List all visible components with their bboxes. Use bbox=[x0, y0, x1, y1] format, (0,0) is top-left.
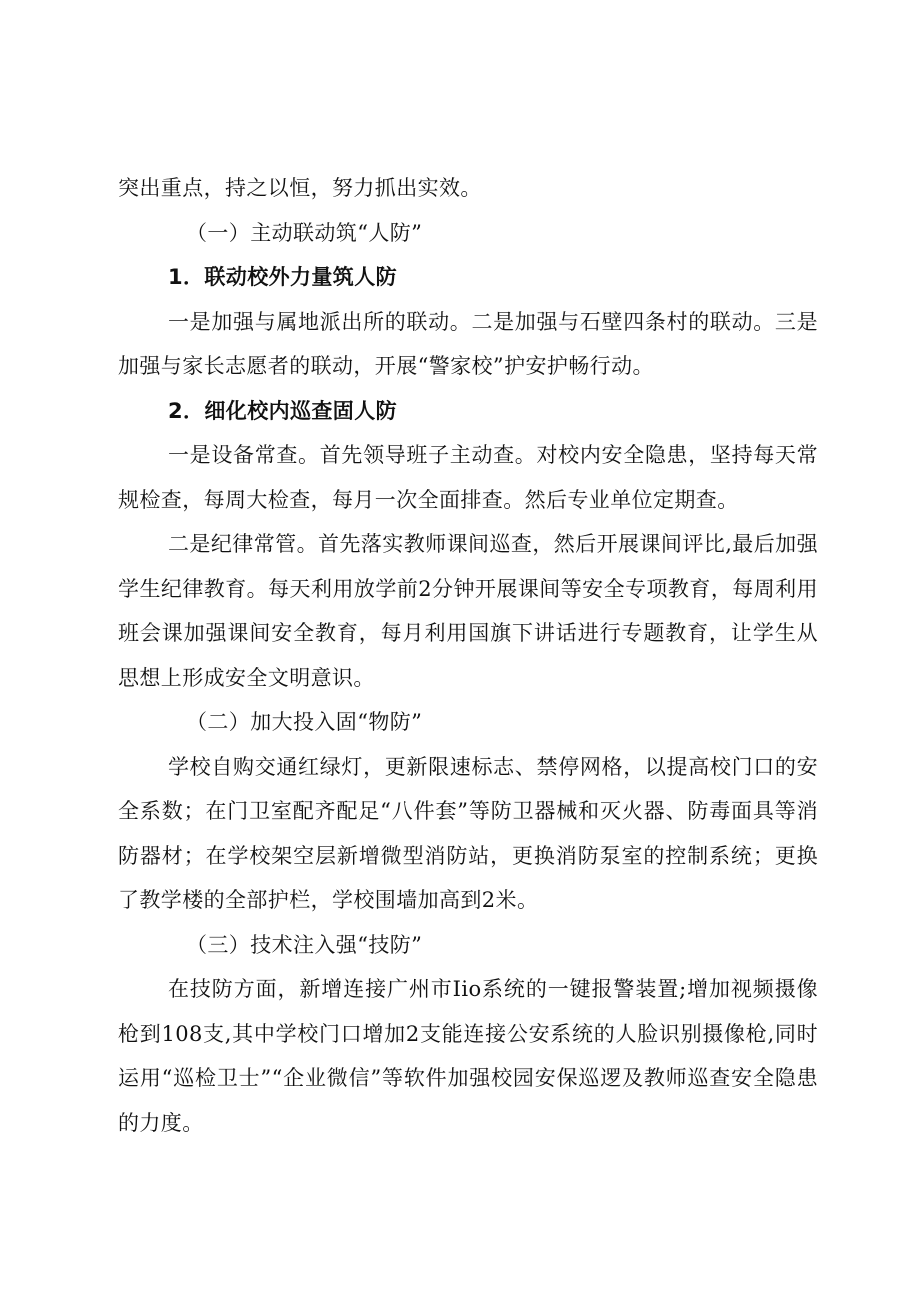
paragraph-continuation: 突出重点，持之以恒，努力抓出实效。 bbox=[118, 176, 482, 200]
paragraph-tech-defense: 在技防方面，新增连接广州市Iio系统的一键报警装置;增加视频摄像枪到108支,其中学校门口增加2支能连接公安系统的人脸识别摄像枪,同时运用“巡检卫士”“企业微信”等软件加强校园安保巡逻及教师巡查安全隐患的力度。 bbox=[118, 977, 818, 1135]
section-heading-tech-defense: （三）技术注入强“技防” bbox=[186, 932, 423, 957]
paragraph-equipment-check: 一是设备常查。首先领导班子主动查。对校内安全隐患，坚持每天常规检查，每周大检查，每月一次全面排查。然后专业单位定期查。 bbox=[118, 443, 818, 512]
paragraph-external-linkage: 一是加强与属地派出所的联动。二是加强与石壁四条村的联动。三是加强与家长志愿者的联动，开展“警家校”护安护畅行动。 bbox=[118, 309, 818, 378]
paragraph-physical-investment: 学校自购交通红绿灯，更新限速标志、禁停网格，以提高校门口的安全系数；在门卫室配齐配足“八件套”等防卫器械和灭火器、防毒面具等消防器材；在学校架空层新增微型消防站，更换消防泵室的控制系统；更换了教学楼的全部护栏，学校围墙加高到2米。 bbox=[118, 754, 818, 912]
subheading-internal-patrol: 2．细化校内巡查固人防 bbox=[168, 398, 398, 423]
section-heading-physical-defense: （二）加大投入固“物防” bbox=[186, 710, 423, 734]
paragraph-discipline: 二是纪律常管。首先落实教师课间巡查，然后开展课间评比,最后加强学生纪律教育。每天利用放学前2分钟开展课间等安全专项教育，每周利用班会课加强课间安全教育，每月利用国旗下讲话进行专题教育，让学生从思想上形成安全文明意识。 bbox=[118, 532, 818, 690]
subheading-external-forces: 1．联动校外力量筑人防 bbox=[168, 265, 398, 289]
section-heading-people-defense: （一）主动联动筑“人防” bbox=[186, 220, 423, 245]
document-body bbox=[118, 166, 818, 1145]
